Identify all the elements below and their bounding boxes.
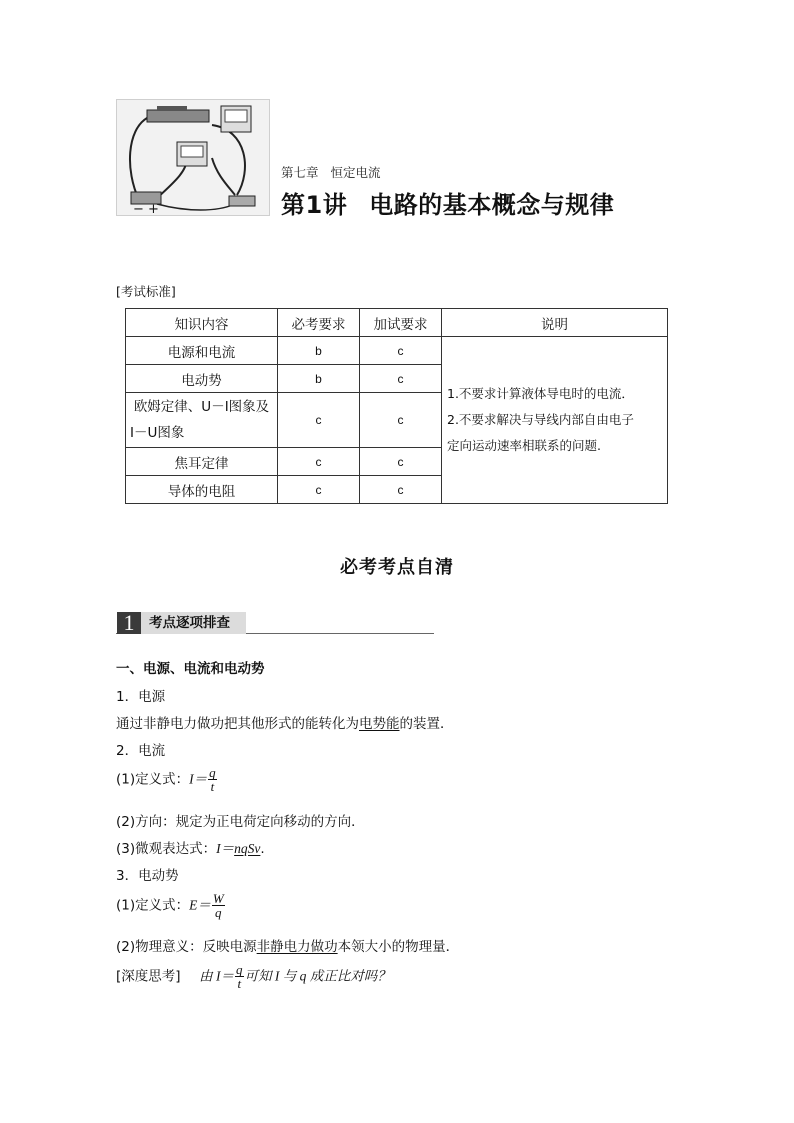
- table-cell-required: b: [278, 365, 360, 393]
- table-cell-notes: [442, 337, 668, 504]
- table-header: 知识内容: [126, 309, 278, 337]
- exam-standards-label: [考试标准]: [116, 284, 176, 299]
- topic-line: I－U图象: [130, 425, 185, 441]
- chapter-number: 第七章: [281, 166, 319, 180]
- table-cell-required: c: [278, 393, 360, 448]
- note-line: 1.不要求计算液体导电时的电流．: [447, 386, 634, 401]
- text-segment: (3)微观表达式：: [116, 841, 217, 857]
- lecture-number: 第1讲: [281, 191, 348, 219]
- fraction: [235, 963, 244, 990]
- table-cell-extra: c: [360, 365, 442, 393]
- current-definition: [116, 766, 218, 793]
- chapter-name: 恒定电流: [330, 166, 381, 180]
- heading-1: 一、电源、电流和电动势: [116, 661, 265, 677]
- fraction-numerator: q: [236, 962, 243, 977]
- text-segment: 可知 I 与 q 成正比对吗？: [244, 968, 391, 984]
- formula-lhs: I＝: [216, 841, 235, 856]
- text-segment: 通过非静电力做功把其他形式的能转化为: [116, 716, 359, 732]
- text-segment: (2)物理意义：反映电源: [116, 939, 257, 955]
- formula-lhs: E＝: [189, 897, 211, 913]
- subheading-emf: 3．电动势: [116, 868, 179, 884]
- table-cell-topic: [126, 393, 278, 448]
- lecture-name: 电路的基本概念与规律: [369, 191, 615, 219]
- text-segment: 由 I＝: [199, 968, 235, 984]
- text-segment: (1)定义式：: [116, 897, 190, 914]
- current-micro-expression: [116, 837, 265, 857]
- deep-thinking: [116, 963, 391, 990]
- fraction-denominator: q: [215, 905, 222, 920]
- table-cell-extra: c: [360, 337, 442, 365]
- fraction-denominator: t: [210, 779, 215, 794]
- circuit-photo: [116, 99, 270, 216]
- exam-standards-table: [125, 308, 668, 504]
- chapter-heading: [281, 163, 381, 181]
- note-line: 定向运动速率相联系的问题.: [447, 438, 601, 453]
- fraction: [208, 766, 217, 793]
- fraction-numerator: W: [212, 891, 224, 906]
- note-line: 2.不要求解决与导线内部自由电子: [447, 412, 634, 427]
- table-cell-required: b: [278, 337, 360, 365]
- banner-label: 考点逐项排查: [141, 612, 246, 634]
- deep-thinking-label: [深度思考]: [116, 968, 181, 985]
- table-row: [126, 337, 668, 365]
- table-cell-topic: 电源和电流: [126, 337, 278, 365]
- text-segment: .: [260, 841, 265, 857]
- emf-meaning: [116, 935, 459, 955]
- table-cell-required: c: [278, 448, 360, 476]
- underlined-answer: 非静电力做功: [256, 939, 338, 955]
- table-cell-extra: c: [360, 393, 442, 448]
- table-header: 必考要求: [278, 309, 360, 337]
- banner-number: 1: [117, 612, 141, 634]
- fraction-numerator: q: [209, 765, 216, 780]
- current-direction: (2)方向：规定为正电荷定向移动的方向．: [116, 814, 365, 830]
- section-title: 必考考点自清: [340, 557, 454, 578]
- table-cell-topic: 电动势: [126, 365, 278, 393]
- formula-lhs: I＝: [189, 771, 208, 787]
- fraction-denominator: t: [237, 976, 242, 991]
- table-header: 说明: [442, 309, 668, 337]
- lecture-title: [281, 185, 614, 220]
- text-segment: 本领大小的物理量．: [337, 939, 460, 955]
- underlined-answer: 电势能: [359, 716, 400, 732]
- subheading-power-source: 1．电源: [116, 689, 166, 705]
- table-cell-extra: c: [360, 448, 442, 476]
- underlined-answer: nqSv: [234, 841, 261, 856]
- table-cell-topic: 焦耳定律: [126, 448, 278, 476]
- table-cell-extra: c: [360, 476, 442, 504]
- topic-line: 欧姆定律、U－I图象及: [133, 399, 270, 415]
- table-cell-required: c: [278, 476, 360, 504]
- table-cell-topic: 导体的电阻: [126, 476, 278, 504]
- svg-text:− +: − +: [133, 202, 159, 215]
- text-segment: 的装置．: [399, 716, 454, 732]
- circuit-illustration: [117, 100, 269, 215]
- subheading-current: 2．电流: [116, 743, 166, 759]
- emf-definition: [116, 892, 226, 919]
- fraction: [212, 892, 225, 919]
- table-header: 加试要求: [360, 309, 442, 337]
- text-segment: (1)定义式：: [116, 771, 190, 788]
- table-header-row: [126, 309, 668, 337]
- paragraph-power-source: [116, 712, 454, 732]
